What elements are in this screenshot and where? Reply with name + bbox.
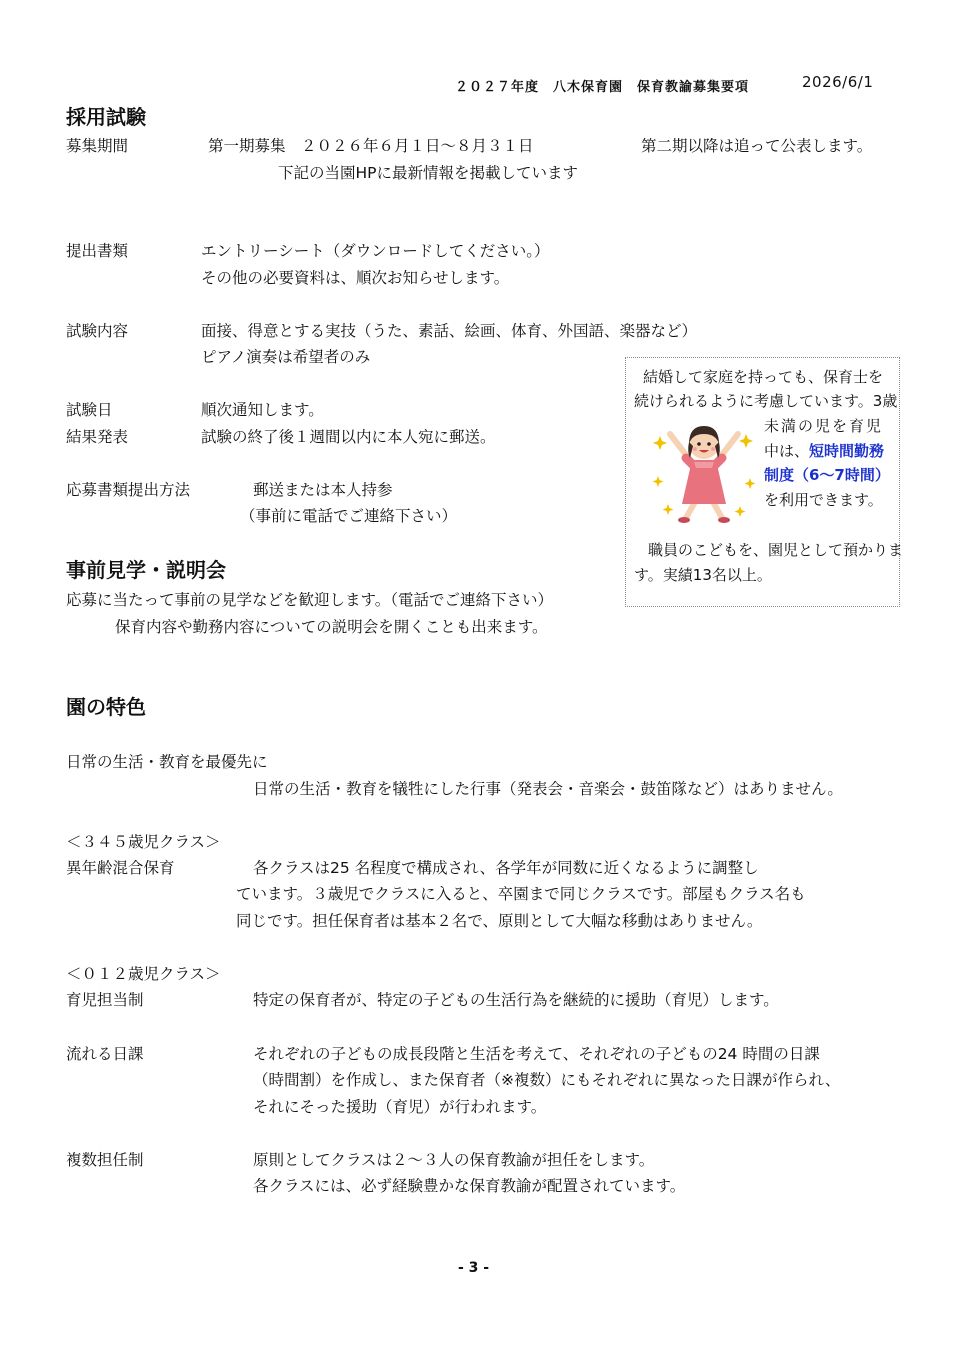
cheerful-girl-icon <box>650 416 758 526</box>
period-value: 第一期募集 ２０２６年６月１日～８月３１日 <box>208 137 534 155</box>
callout-line-7: 職員のこどもを、園児として預かりま <box>648 541 904 559</box>
mixed-age-line-1: 各クラスは25 名程度で構成され、各学年が同数に近くなるように調整し <box>253 859 759 877</box>
multi-teacher-line-2: 各クラスには、必ず経験豊かな保育教諭が配置されています。 <box>253 1177 686 1195</box>
docs-line-2: その他の必要資料は、順次お知らせします。 <box>201 269 510 287</box>
recruit-heading: 採用試験 <box>66 105 146 129</box>
document-title: ２０２７年度 八木保育園 保育教諭募集要項 <box>455 80 750 95</box>
class-345-heading: ＜３４５歳児クラス＞ <box>66 833 221 851</box>
visit-line-1: 応募に当たって事前の見学などを歓迎します。（電話でご連絡下さい） <box>66 591 554 609</box>
document-date: 2026/6/1 <box>802 73 874 91</box>
callout-line-4 <box>764 441 884 461</box>
short-hours-detail: 制度（6～7時間） <box>764 466 890 484</box>
callout-line-1: 結婚して家庭を持っても、保育士を <box>643 368 884 386</box>
care-system-label: 育児担当制 <box>66 991 144 1009</box>
submit-line-2: （事前に電話でご連絡下さい） <box>240 507 458 525</box>
callout-line-3: 未満の児を育児 <box>764 417 884 435</box>
flow-line-1: それぞれの子どもの成長段階と生活を考えて、それぞれの子どもの24 時間の日課 <box>253 1045 820 1063</box>
period-label: 募集期間 <box>66 137 129 155</box>
page-number: - 3 - <box>458 1260 490 1276</box>
visit-heading: 事前見学・説明会 <box>66 558 226 582</box>
daily-text: 日常の生活・教育を犠牲にした行事（発表会・音楽会・鼓笛隊など）はありません。 <box>253 780 843 798</box>
flow-label: 流れる日課 <box>66 1045 144 1063</box>
exam-date-value: 順次通知します。 <box>201 401 324 419</box>
period-sub: 下記の当園HPに最新情報を掲載しています <box>278 164 579 182</box>
exam-line-1: 面接、得意とする実技（うた、素話、絵画、体育、外国語、楽器など） <box>201 322 698 340</box>
docs-line-1: エントリーシート（ダウンロードしてください。） <box>201 242 550 260</box>
callout-line-4-a: 中は、 <box>764 442 810 460</box>
callout-line-6: を利用できます。 <box>764 491 883 509</box>
submit-line-1: 郵送または本人持参 <box>253 481 393 499</box>
mixed-age-label: 異年齢混合保育 <box>66 859 175 877</box>
visit-line-2: 保育内容や勤務内容についての説明会を開くことも出来ます。 <box>115 618 548 636</box>
docs-label: 提出書類 <box>66 242 129 260</box>
mixed-age-line-3: 同じです。担任保育者は基本２名で、原則として大幅な移動はありません。 <box>236 912 763 930</box>
mixed-age-line-2: ています。３歳児でクラスに入ると、卒園まで同じクラスです。部屋もクラス名も <box>236 885 806 903</box>
multi-teacher-line-1: 原則としてクラスは２～３人の保育教諭が担任をします。 <box>253 1151 655 1169</box>
daily-title: 日常の生活・教育を最優先に <box>66 753 268 771</box>
period-note: 第二期以降は追って公表します。 <box>641 137 873 155</box>
exam-line-2: ピアノ演奏は希望者のみ <box>201 348 371 366</box>
submit-label: 応募書類提出方法 <box>66 481 191 499</box>
callout-line-8: す。実績13名以上。 <box>634 566 772 584</box>
callout-line-2: 続けられるように考慮しています。3歳 <box>634 392 898 410</box>
exam-date-label: 試験日 <box>66 401 113 419</box>
short-hours-highlight: 短時間勤務 <box>809 442 885 460</box>
exam-label: 試験内容 <box>66 322 129 340</box>
features-heading: 園の特色 <box>66 695 146 719</box>
care-system-text: 特定の保育者が、特定の子どもの生活行為を継続的に援助（育児）します。 <box>253 991 779 1009</box>
callout-box <box>625 357 904 607</box>
multi-teacher-label: 複数担任制 <box>66 1151 144 1169</box>
flow-line-2: （時間割）を作成し、また保育者（※複数）にもそれぞれに異なった日課が作られ、 <box>253 1071 841 1089</box>
result-label: 結果発表 <box>66 428 129 446</box>
result-value: 試験の終了後１週間以内に本人宛に郵送。 <box>201 428 496 446</box>
class-012-heading: ＜０１２歳児クラス＞ <box>66 965 221 983</box>
flow-line-3: それにそった援助（育児）が行われます。 <box>253 1098 547 1116</box>
